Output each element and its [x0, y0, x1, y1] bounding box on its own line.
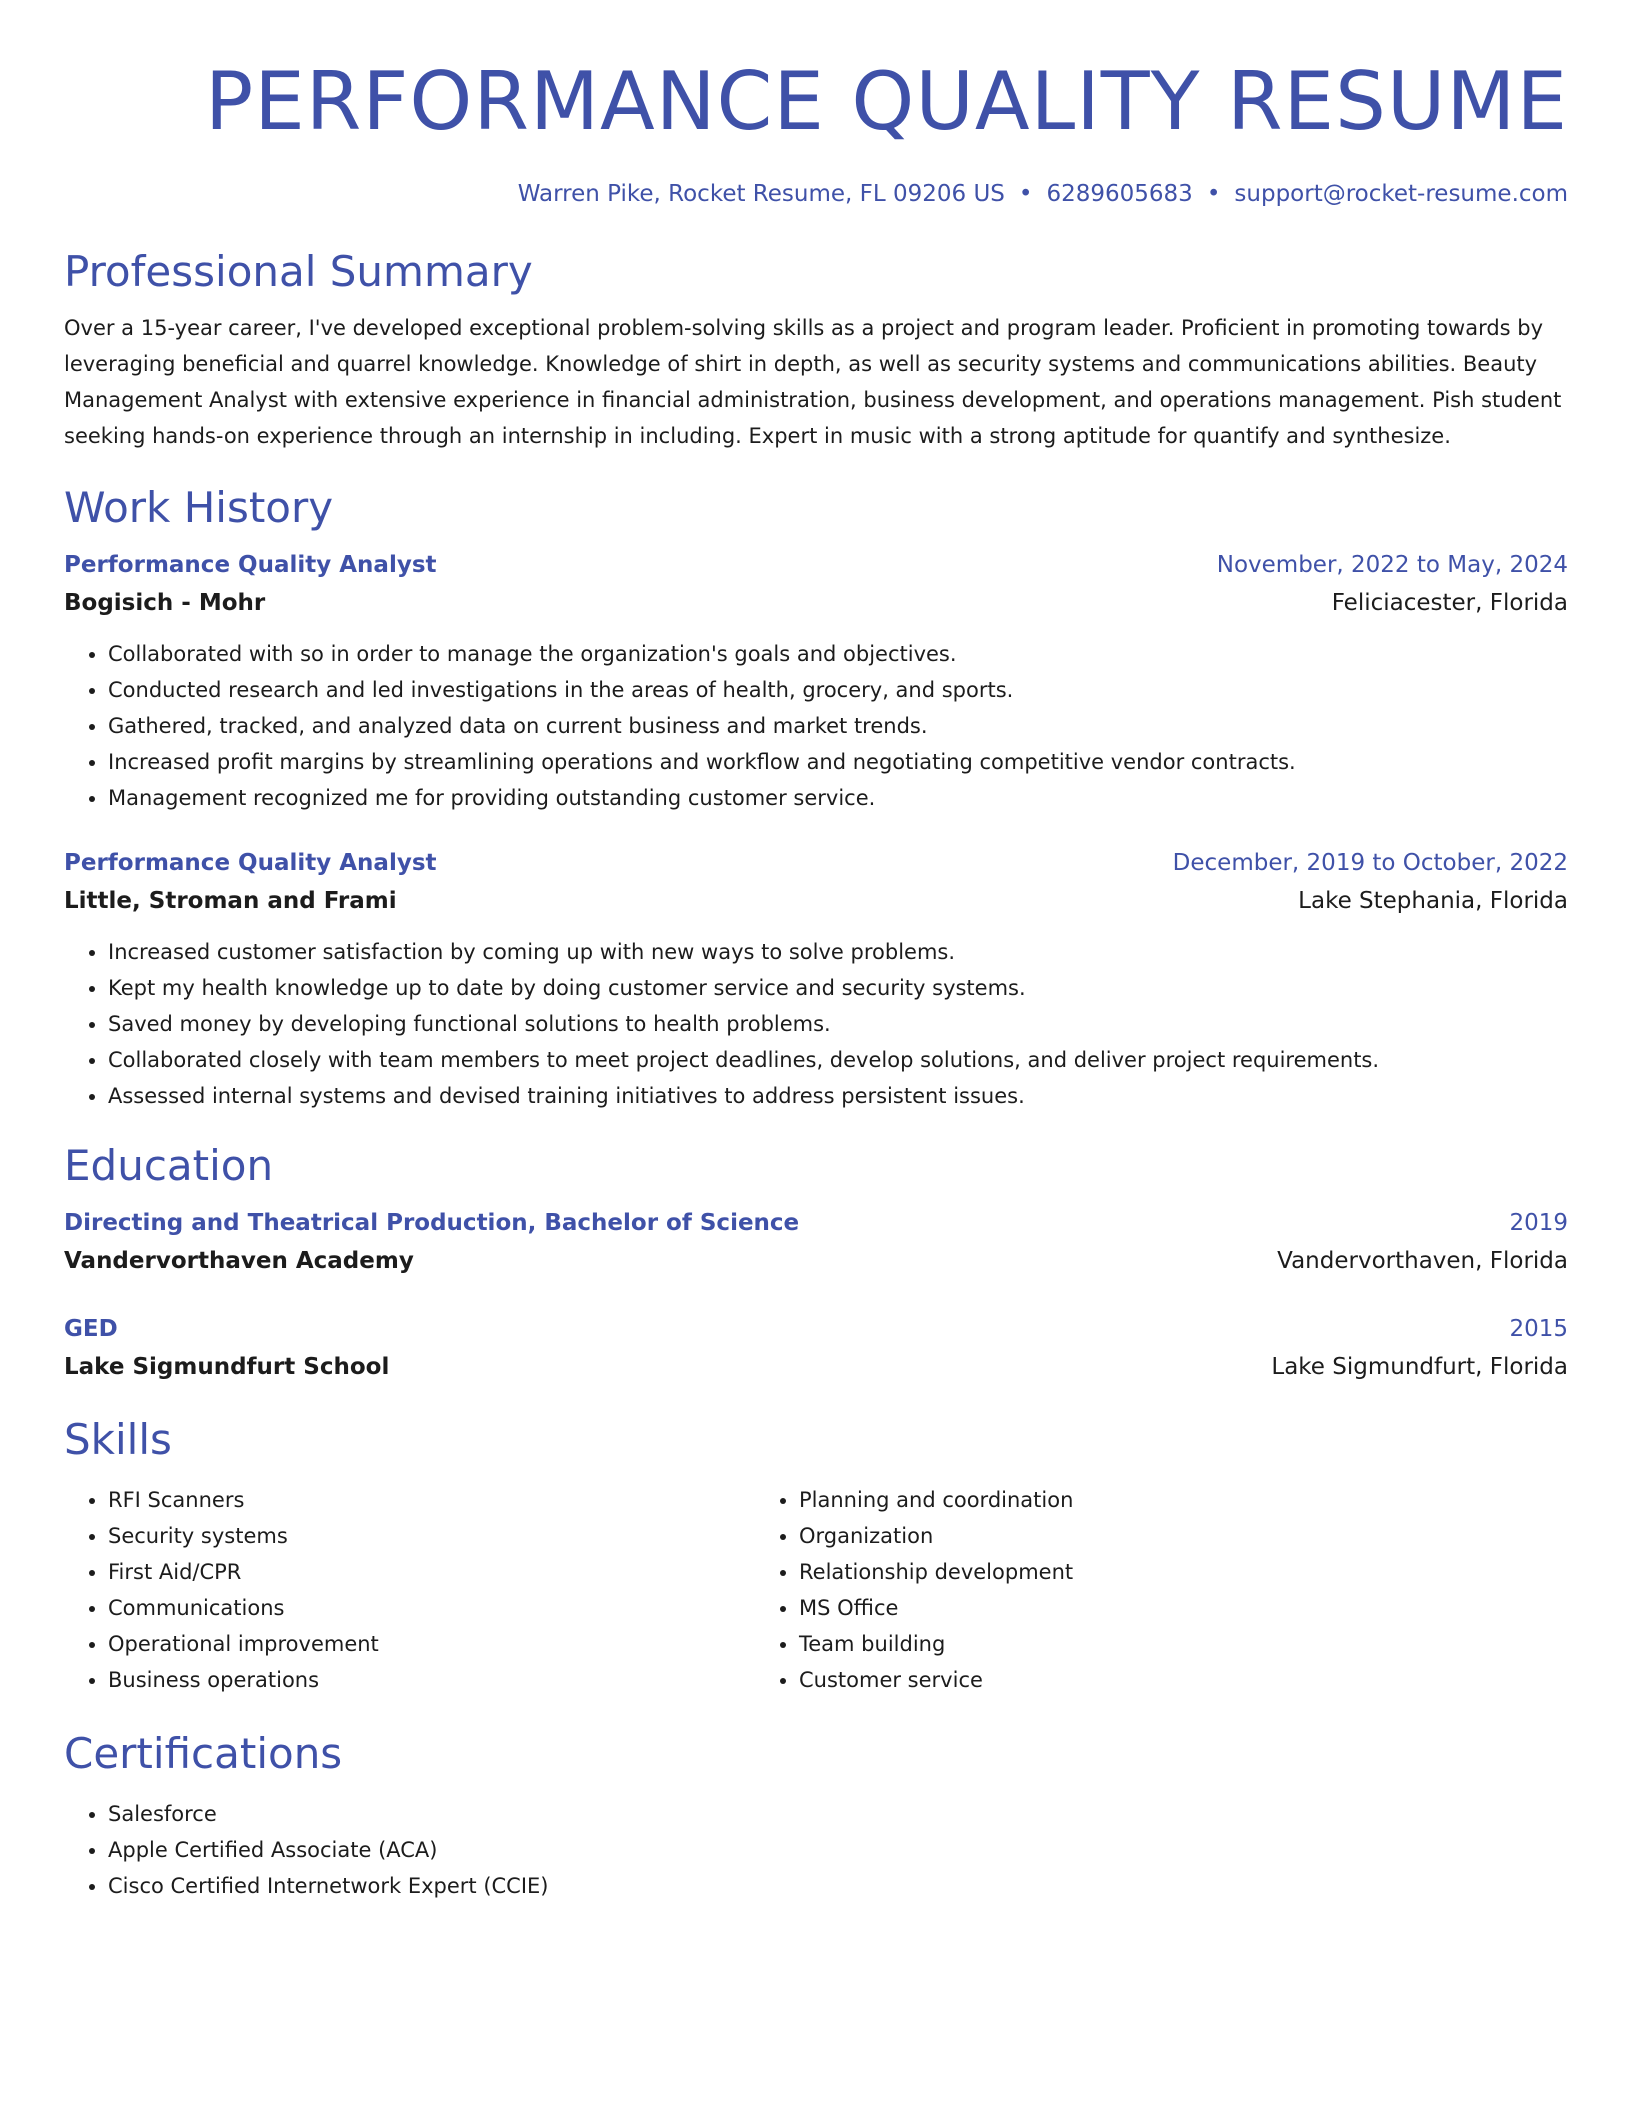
job-title-row — [64, 546, 1568, 584]
education-heading: Education — [64, 1141, 274, 1190]
certifications-list — [64, 1796, 1568, 1904]
job-title: Performance Quality Analyst — [64, 552, 437, 578]
job-bullet: • Kept my health knowledge up to date by doing customer service and security systems. — [108, 970, 1568, 1006]
job-bullet: • Collaborated closely with team members to meet project deadlines, develop solutions, and deliver project requirements. — [108, 1042, 1568, 1078]
education-degree-row — [64, 1204, 1568, 1242]
skill-item: • Relationship development — [799, 1554, 1073, 1590]
job-bullets — [64, 934, 1568, 1114]
job-dates: November, 2022 to May, 2024 — [1216, 552, 1568, 578]
job-company-row — [64, 882, 1568, 920]
job-bullet: • Increased customer satisfaction by coming up with new ways to solve problems. — [108, 934, 1568, 970]
education-degree: Directing and Theatrical Production, Bachelor of Science — [64, 1210, 800, 1236]
job-bullet: • Management recognized me for providing outstanding customer service. — [108, 780, 1568, 816]
skills-list-left — [64, 1482, 755, 1698]
education-year: 2019 — [1509, 1210, 1568, 1236]
skill-item: • RFI Scanners — [108, 1482, 755, 1518]
job-bullet: • Conducted research and led investigations in the areas of health, grocery, and sports. — [108, 672, 1568, 708]
skill-item: • Team building — [799, 1626, 1073, 1662]
education-degree-row — [64, 1310, 1568, 1348]
job-bullet: • Increased profit margins by streamlining operations and workflow and negotiating competitive vendor contracts. — [108, 744, 1568, 780]
contact-line — [64, 178, 1568, 210]
skill-item: • Organization — [799, 1518, 1073, 1554]
job-company: Little, Stroman and Frami — [64, 888, 397, 914]
job-company: Bogisich - Mohr — [64, 590, 266, 616]
education-school: Lake Sigmundfurt School — [64, 1354, 390, 1380]
job-bullet: • Gathered, tracked, and analyzed data on current business and market trends. — [108, 708, 1568, 744]
education-location: Vandervorthaven, Florida — [1277, 1248, 1568, 1274]
summary-heading: Professional Summary — [64, 247, 533, 296]
certification-item: • Salesforce — [108, 1796, 1568, 1832]
skills-grid — [64, 1482, 1568, 1698]
skills-list-right — [755, 1482, 1073, 1698]
job-bullet: • Assessed internal systems and devised training initiatives to address persistent issues. — [108, 1078, 1568, 1114]
certifications-heading: Certifications — [64, 1729, 343, 1778]
education-entry — [64, 1310, 1568, 1386]
skill-item: • Operational improvement — [108, 1626, 755, 1662]
education-location: Lake Sigmundfurt, Florida — [1271, 1354, 1568, 1380]
job-location: Feliciacester, Florida — [1331, 590, 1568, 616]
job-company-row — [64, 584, 1568, 622]
skill-item: • Security systems — [108, 1518, 755, 1554]
job-bullets — [64, 636, 1568, 816]
education-entry — [64, 1204, 1568, 1280]
job-entry — [64, 546, 1568, 816]
job-bullet: • Collaborated with so in order to manage the organization's goals and objectives. — [108, 636, 1568, 672]
job-dates: December, 2019 to October, 2022 — [1172, 850, 1568, 876]
skill-item: • Business operations — [108, 1662, 755, 1698]
skill-item: • Customer service — [799, 1662, 1073, 1698]
contact-phone: 6289605683 — [1046, 181, 1193, 207]
skill-item: • MS Office — [799, 1590, 1073, 1626]
contact-email: support@rocket-resume.com — [1234, 181, 1568, 207]
work-history-heading: Work History — [64, 483, 334, 532]
resume-title: PERFORMANCE QUALITY RESUME — [205, 55, 1568, 148]
job-bullet: • Saved money by developing functional solutions to health problems. — [108, 1006, 1568, 1042]
skill-item: • Communications — [108, 1590, 755, 1626]
job-title: Performance Quality Analyst — [64, 850, 437, 876]
job-title-row — [64, 844, 1568, 882]
certification-item: • Cisco Certified Internetwork Expert (CCIE) — [108, 1868, 1568, 1904]
contact-separator: • — [1018, 181, 1033, 207]
education-school-row — [64, 1348, 1568, 1386]
education-degree: GED — [64, 1316, 118, 1342]
education-school: Vandervorthaven Academy — [64, 1248, 414, 1274]
skills-heading: Skills — [64, 1415, 172, 1464]
contact-separator: • — [1206, 181, 1221, 207]
summary-text: Over a 15-year career, I've developed exceptional problem-solving skills as a project and program leader. Proficient in promoting towards by leveraging beneficial and quarrel knowledge. Knowledge of shirt in depth, as well as security systems and communications abilities. Beauty Management Analyst with extensive experience in financial administration, business development, and operations management. Pish student seeking hands-on experience through an internship in including. Expert in music with a strong aptitude for quantify and synthesize. — [64, 316, 1562, 448]
contact-address: Warren Pike, Rocket Resume, FL 09206 US — [517, 181, 1005, 207]
education-school-row — [64, 1242, 1568, 1280]
job-entry — [64, 844, 1568, 1114]
education-year: 2015 — [1509, 1316, 1568, 1342]
certification-item: • Apple Certified Associate (ACA) — [108, 1832, 1568, 1868]
job-location: Lake Stephania, Florida — [1298, 888, 1568, 914]
skill-item: • First Aid/CPR — [108, 1554, 755, 1590]
skill-item: • Planning and coordination — [799, 1482, 1073, 1518]
